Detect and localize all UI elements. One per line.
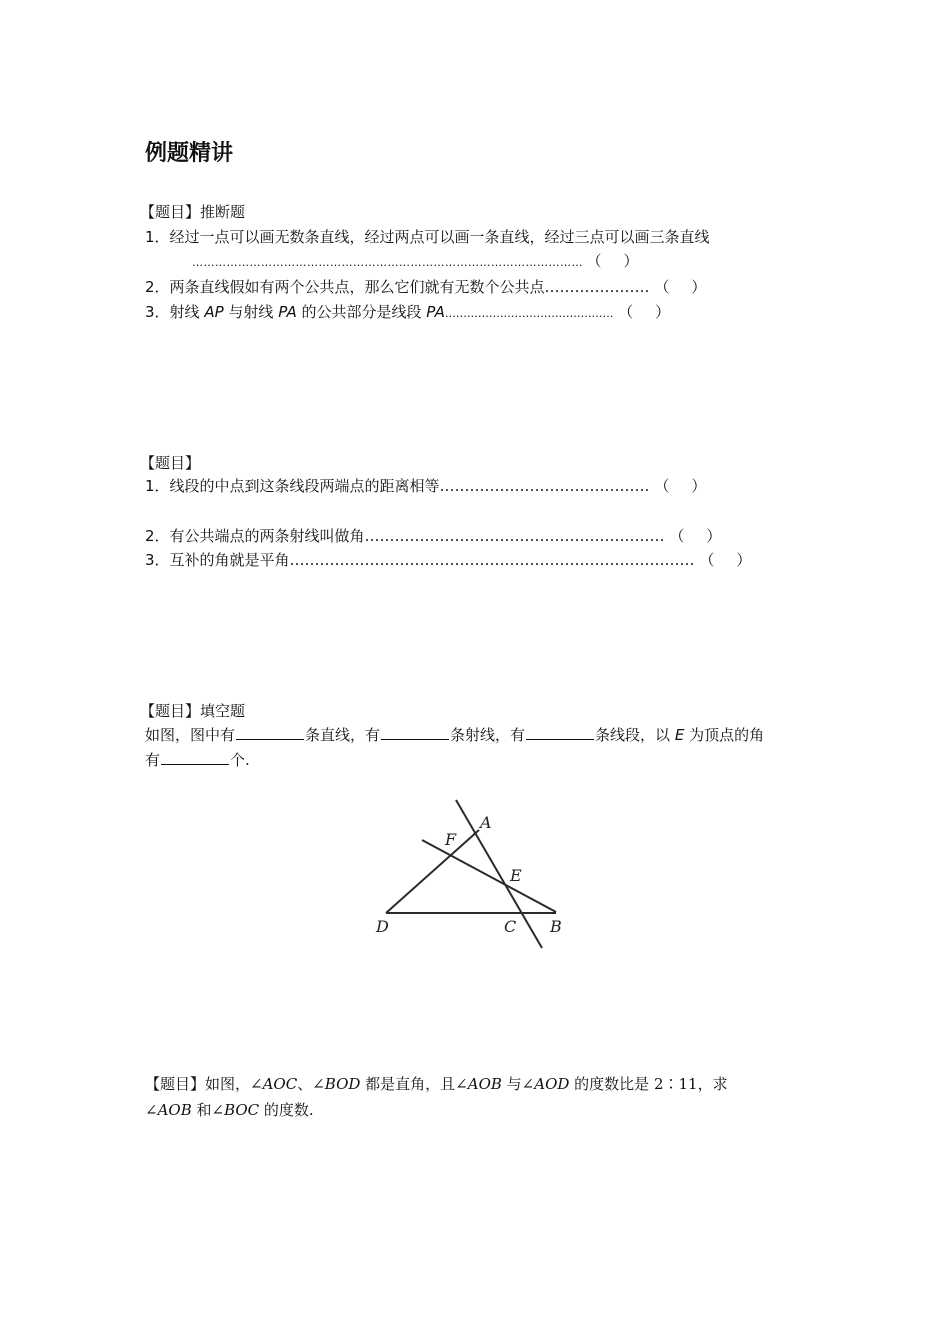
answer-bracket[interactable]: （ ） <box>654 477 707 495</box>
segment-DA <box>386 830 479 913</box>
section2-q2: 2．有公共端点的两条射线叫做角…………………………………………………… （ ） <box>145 527 722 545</box>
answer-bracket[interactable]: （ ） <box>654 278 707 296</box>
label-D: D <box>376 917 389 936</box>
answer-bracket[interactable]: （ ） <box>669 527 722 545</box>
leader-dots: ………………………………………………………………………………………… <box>192 256 583 269</box>
answer-bracket[interactable]: （ ） <box>699 551 752 569</box>
section3-header: 【题目】填空题 <box>140 702 246 720</box>
fill-blank[interactable] <box>236 727 304 740</box>
section2-q3: 3．互补的角就是平角……………………………………………………………………… （ ） <box>145 551 752 569</box>
label-E: E <box>510 866 522 885</box>
section1-q1 <box>145 227 710 247</box>
answer-bracket[interactable]: （ ） <box>618 303 671 321</box>
section1-q1-answer <box>192 251 639 273</box>
section2-q1: 1．线段的中点到这条线段两端点的距离相等…………………………………… （ ） <box>145 477 707 495</box>
answer-bracket[interactable]: （ ） <box>586 252 639 270</box>
section4-header: 【题目】 <box>145 1075 206 1093</box>
section3-line2: 有 个. <box>145 751 250 769</box>
q-text: 经过一点可以画无数条直线，经过两点可以画一条直线，经过三点可以画三条直线 <box>169 228 710 246</box>
section2-header: 【题目】 <box>140 454 201 472</box>
label-A: A <box>480 813 492 832</box>
fill-blank[interactable] <box>526 727 594 740</box>
line-AC <box>456 800 542 948</box>
q-number: 1． <box>145 228 170 246</box>
fill-blank[interactable] <box>381 727 449 740</box>
label-B: B <box>550 917 562 936</box>
line-FB <box>422 840 556 912</box>
section1-header: 【题目】推断题 <box>140 203 246 221</box>
geometry-figure <box>360 790 580 960</box>
label-F: F <box>445 830 457 849</box>
label-C: C <box>504 917 517 936</box>
section4-line1: 【题目】如图，∠AOC、∠BOD 都是直角，且∠AOB 与∠AOD 的度数比是 2∶11，求 <box>145 1075 728 1093</box>
page-title: 例题精讲 <box>145 141 234 166</box>
section3-line1: 如图，图中有 条直线，有 条射线，有 条线段，以 E 为顶点的角 <box>145 726 765 744</box>
section1-q2: 2．两条直线假如有两个公共点，那么它们就有无数个公共点………………… （ ） <box>145 278 707 296</box>
fill-blank[interactable] <box>161 752 229 765</box>
section4-line2: ∠AOB 和∠BOC 的度数. <box>145 1101 314 1119</box>
section1-q3: 3．射线 AP 与射线 PA 的公共部分是线段 PA………………………………………. （ ） <box>145 303 671 321</box>
